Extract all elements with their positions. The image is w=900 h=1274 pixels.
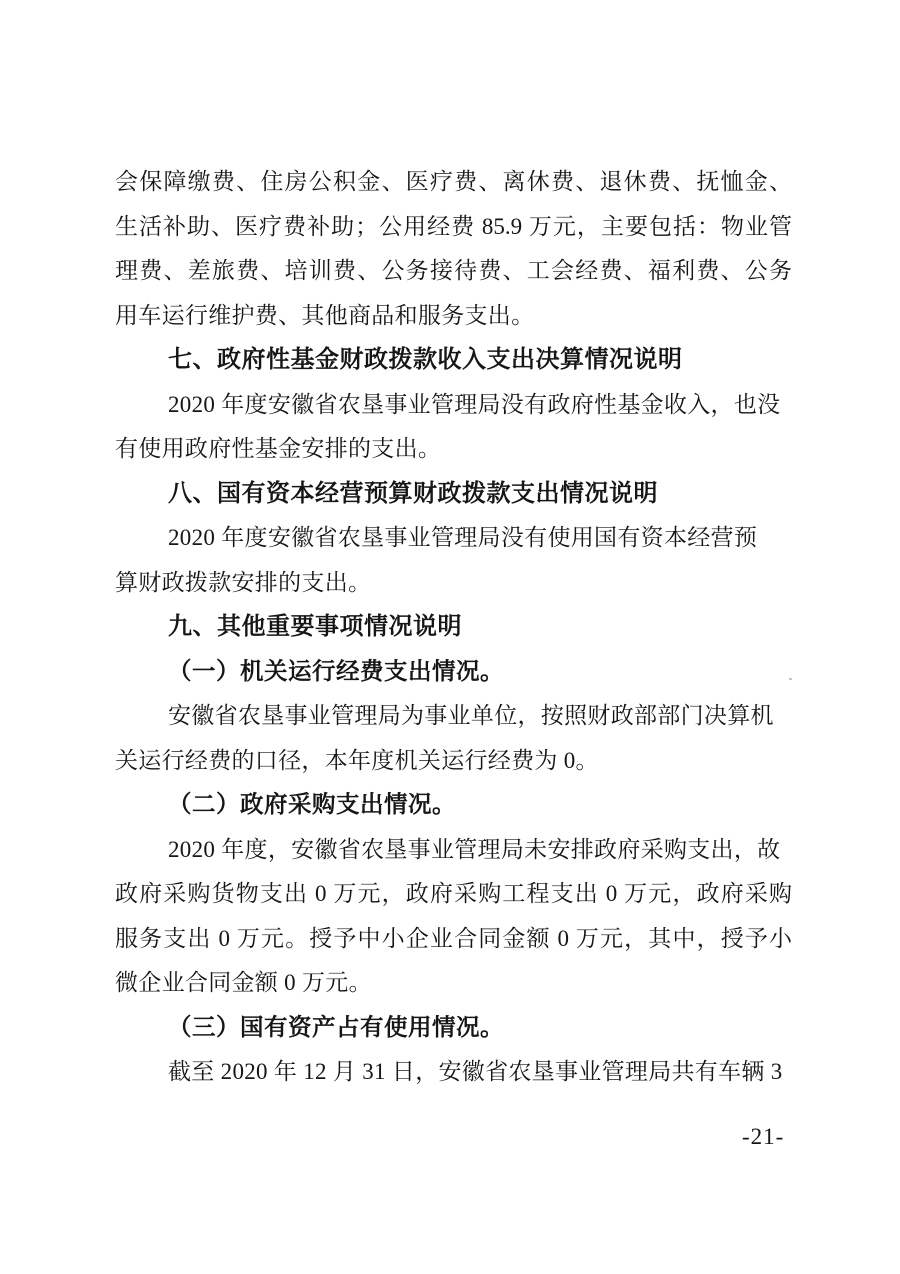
scan-artifact-dot xyxy=(789,678,792,680)
para-section-7-line-1: 2020 年度安徽省农垦事业管理局没有政府性基金收入，也没 xyxy=(168,391,781,417)
para-section-7-line-2: 有使用政府性基金安排的支出。 xyxy=(115,436,442,461)
heading-section-7: 七、政府性基金财政拨款收入支出决算情况说明 xyxy=(168,346,683,373)
subheading-9-3: （三）国有资产占有使用情况。 xyxy=(168,1014,504,1041)
para-9-2-line-3: 服务支出 0 万元。授予中小企业合同金额 0 万元，其中，授予小 xyxy=(115,925,792,951)
para-9-2-line-4: 微企业合同金额 0 万元。 xyxy=(115,970,372,995)
para-9-1-line-1: 安徽省农垦事业管理局为事业单位，按照财政部部门决算机 xyxy=(168,703,774,728)
para-section-8-line-2: 算财政拨款安排的支出。 xyxy=(115,569,372,595)
para-9-2-line-2: 政府采购货物支出 0 万元，政府采购工程支出 0 万元，政府采购 xyxy=(115,881,792,906)
subheading-9-1: （一）机关运行经费支出情况。 xyxy=(168,658,504,685)
para-9-2-line-1: 2020 年度，安徽省农垦事业管理局未安排政府采购支出，故 xyxy=(168,836,781,862)
subheading-9-2: （二）政府采购支出情况。 xyxy=(168,792,456,818)
document-text-block xyxy=(115,160,792,1095)
para-9-3-line-1: 截至 2020 年 12 月 31 日，安徽省农垦事业管理局共有车辆 3 xyxy=(168,1059,783,1084)
para-expense-detail-line-1: 会保障缴费、住房公积金、医疗费、离休费、退休费、抚恤金、 xyxy=(115,169,792,194)
para-expense-detail-line-2: 生活补助、医疗费补助；公用经费 85.9 万元，主要包括：物业管 xyxy=(115,213,792,239)
heading-section-8: 八、国有资本经营预算财政拨款支出情况说明 xyxy=(168,479,658,507)
para-9-1-line-2: 关运行经费的口径，本年度机关运行经费为 0。 xyxy=(115,747,599,773)
heading-section-9: 九、其他重要事项情况说明 xyxy=(168,613,462,640)
para-expense-detail-line-3: 理费、差旅费、培训费、公务接待费、工会经费、福利费、公务 xyxy=(115,258,792,283)
para-section-8-line-1: 2020 年度安徽省农垦事业管理局没有使用国有资本经营预 xyxy=(168,525,758,550)
page-number: -21- xyxy=(742,1124,785,1149)
para-expense-detail-line-4: 用车运行维护费、其他商品和服务支出。 xyxy=(115,302,535,328)
